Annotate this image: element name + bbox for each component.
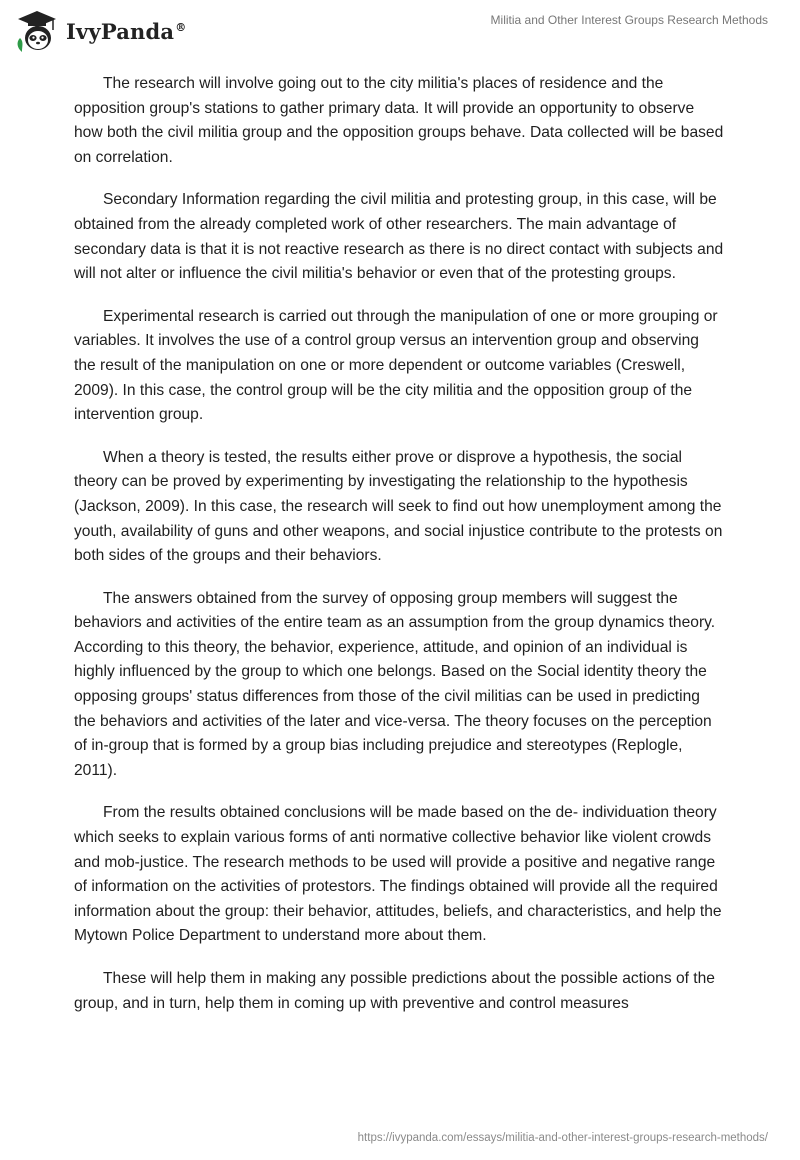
paragraph: Experimental research is carried out through the manipulation of one or more grouping or variables. It involves the use of a control group versus an intervention group and observing the result of the manipulation on one or more dependent or outcome variables (Creswell, 2009). In this case, the control group will be the city militia and the opposition group of the intervention group. (74, 307, 718, 424)
paragraph: Secondary Information regarding the civil militia and protesting group, in this case, will be obtained from the already completed work of other researchers. The main advantage of secondary data is that it is not reactive research as there is no direct contact with subjects and will not alter or influence the civil militia's behavior or even that of the protesting groups. (74, 191, 724, 283)
logo-text: IvyPanda® (66, 18, 187, 44)
paragraph: When a theory is tested, the results either prove or disprove a hypothesis, the social theory can be proved by experimenting by investigating the relationship to the hypothesis (Jackson, 2009). In this case, the research will seek to find out how unemployment among the youth, availability of guns and other weapons, and social injustice contribute to the protests on both sides of the groups and their behaviors. (74, 448, 723, 565)
page-header (0, 0, 800, 62)
ivypanda-logo[interactable] (14, 8, 186, 54)
source-url[interactable]: https://ivypanda.com/essays/militia-and-other-interest-groups-research-methods/ (357, 1132, 768, 1144)
paragraph: From the results obtained conclusions will be made based on the de- individuation theory which seeks to explain various forms of anti normative collective behavior like violent crowds and mob-justice. The research methods to be used will provide a positive and negative range of information on the activities of protestors. The findings obtained will provide all the required information about the group: their behavior, attitudes, beliefs, and characteristics, and help the Mytown Police Department to understand more about them. (74, 804, 722, 945)
document-title: Militia and Other Interest Groups Research Methods (490, 13, 768, 27)
essay-body (74, 72, 724, 1034)
panda-graduate-logo-icon (14, 8, 60, 54)
paragraph: These will help them in making any possible predictions about the possible actions of the group, and in turn, help them in coming up with preventive and control measures (74, 970, 715, 1012)
paragraph: The answers obtained from the survey of opposing group members will suggest the behaviors and activities of the entire team as an assumption from the group dynamics theory. According to this theory, the behavior, experience, attitude, and opinion of an individual is highly influenced by the group to which one belongs. Based on the Social identity theory the opposing groups' status differences from those of the civil militias can be used in predicting the behaviors and activities of the later and vice-versa. The theory focuses on the perception of in-group that is formed by a group bias including prejudice and stereotypes (Replogle, 2011). (74, 589, 716, 779)
paragraph: The research will involve going out to the city militia's places of residence and the opposition group's stations to gather primary data. It will provide an opportunity to observe how both the civil militia group and the opposition groups behave. Data collected will be based on correlation. (74, 75, 724, 166)
